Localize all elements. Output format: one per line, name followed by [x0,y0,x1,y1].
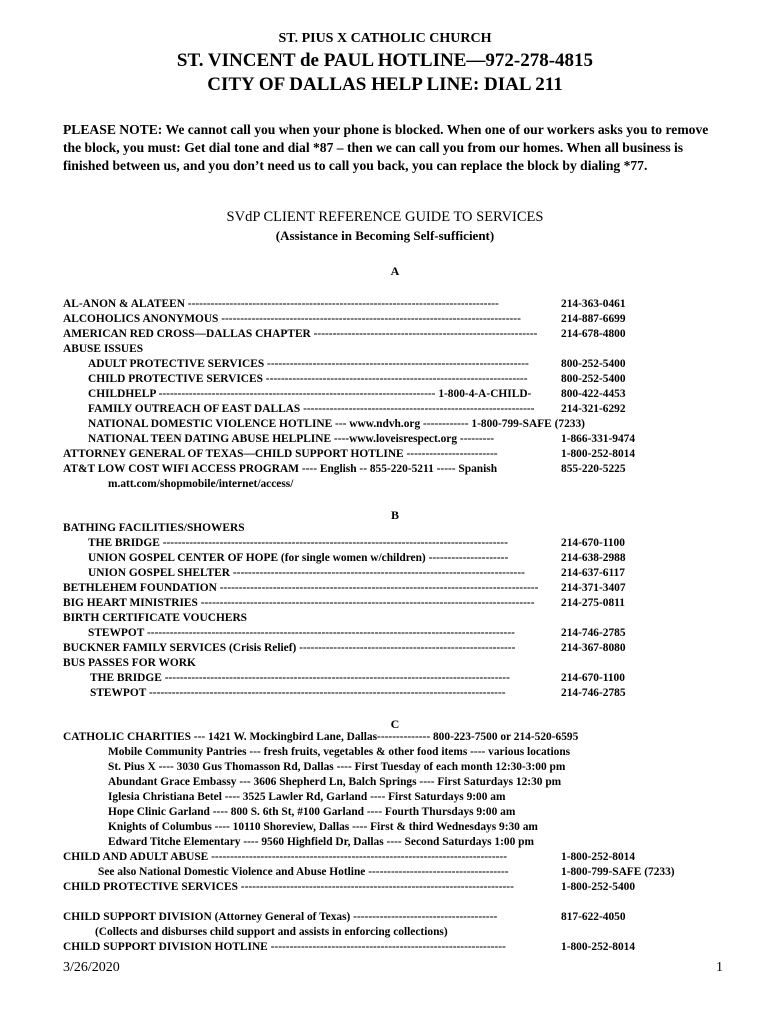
entry-note: (Collects and disburses child support and assists in enforcing collections) [95,926,448,938]
entry-phone: 214-321-6292 [561,403,626,415]
entry-text: BIG HEART MINISTRIES ---------------------------------------------------------------------------------------- [63,597,535,609]
entry-phone: 1-866-331-9474 [561,433,636,445]
entry-text: STEWPOT ------------------------------------------------------------------------------------------------- [88,627,515,639]
entry-phone: 214-678-4800 [561,328,626,340]
entry-phone: 817-622-4050 [561,911,626,923]
entry-text: UNION GOSPEL SHELTER ----------------------------------------------------------------------------- [88,567,525,579]
footer-date: 3/26/2020 [63,960,120,975]
entry-text: THE BRIDGE ------------------------------------------------------------------------------------------- [88,537,508,549]
entry-text: AMERICAN RED CROSS—DALLAS CHAPTER ----------------------------------------------------------- [63,328,538,340]
entry-phone: 1-800-252-8014 [561,941,636,953]
entry-text: CHILD SUPPORT DIVISION (Attorney General of Texas) -------------------------------------- [63,911,498,923]
entry-phone: 214-638-2988 [561,552,626,564]
entry-phone: 214-887-6699 [561,313,626,325]
entry-phone: 800-252-5400 [561,358,626,370]
entry-text: STEWPOT ---------------------------------------------------------------------------------------------- [90,687,506,699]
entry-text: FAMILY OUTREACH OF EAST DALLAS ------------------------------------------------------------- [88,403,535,415]
entry-text: ALCOHOLICS ANONYMOUS ------------------------------------------------------------------------------- [63,313,521,325]
guide-subtitle: (Assistance in Becoming Self-sufficient) [275,228,495,243]
entry-text: NATIONAL TEEN DATING ABUSE HELPLINE ----www.loveisrespect.org --------- [88,433,495,445]
entry-phone: 214-275-0811 [561,597,625,609]
entry-text: See also National Domestic Violence and Abuse Hotline ------------------------------------- [98,866,509,878]
entry-subitem: Edward Titche Elementary ---- 9560 Highfield Dr, Dallas ---- Second Saturdays 1:00 pm [108,836,534,848]
section-letter-a: A [390,264,400,278]
category-heading: BUS PASSES FOR WORK [63,657,196,669]
entry-text: CATHOLIC CHARITIES --- 1421 W. Mockingbird Lane, Dallas-------------- 800-223-7500 or 214-520-6595 [63,731,579,743]
guide-title: SVdP CLIENT REFERENCE GUIDE TO SERVICES [226,209,544,225]
category-heading: BIRTH CERTIFICATE VOUCHERS [63,612,248,624]
dallas-helpline: CITY OF DALLAS HELP LINE: DIAL 211 [207,74,563,95]
entry-phone: 855-220-5225 [561,463,626,475]
entry-text: THE BRIDGE ------------------------------------------------------------------------------------------- [90,672,510,684]
entry-text: NATIONAL DOMESTIC VIOLENCE HOTLINE --- www.ndvh.org ------------ 1-800-799-SAFE (7233) [88,418,585,430]
please-note-paragraph: PLEASE NOTE: We cannot call you when your phone is blocked. When one of our workers asks you to remove the block, you must: Get dial tone and dial *87 – then we can call you from our homes. When all business is finished between us, and you don’t need us to call you back, you can replace the block by dialing *77. [63,122,709,173]
entry-text: AT&T LOW COST WIFI ACCESS PROGRAM ---- English -- 855-220-5211 ----- Spanish [63,463,498,475]
entry-subitem: Hope Clinic Garland ---- 800 S. 6th St, #100 Garland ---- Fourth Thursdays 9:00 am [108,806,516,818]
entry-subitem: Knights of Columbus ---- 10110 Shoreview, Dallas ---- First & third Wednesdays 9:30 am [108,821,538,833]
section-letter-b: B [390,508,399,522]
entry-phone: 214-670-1100 [561,537,625,549]
entry-text: UNION GOSPEL CENTER OF HOPE (for single women w/children) --------------------- [88,552,509,564]
entry-text: CHILDHELP ------------------------------------------------------------------------- 1-800-4-A-CHILD- [88,388,532,400]
entry-phone: 800-422-4453 [561,388,626,400]
entry-subitem: Abundant Grace Embassy --- 3606 Shepherd Ln, Balch Springs ---- First Saturdays 12:30 pm [108,776,562,788]
entry-phone: 214-371-3407 [561,582,626,594]
entry-text: CHILD SUPPORT DIVISION HOTLINE -------------------------------------------------------------- [63,941,506,953]
category-heading: ABUSE ISSUES [63,343,144,355]
entry-phone: 214-363-0461 [561,298,626,310]
entry-text: CHILD AND ADULT ABUSE ------------------------------------------------------------------------------ [63,851,507,863]
entry-phone: 1-800-799-SAFE (7233) [561,866,675,878]
entry-text: CHILD PROTECTIVE SERVICES --------------------------------------------------------------------- [88,373,528,385]
entry-subitem: St. Pius X ---- 3030 Gus Thomasson Rd, Dallas ---- First Tuesday of each month 12:30-3:00 pm [108,761,566,773]
entry-text: BETHLEHEM FOUNDATION ------------------------------------------------------------------------------------ [63,582,539,594]
entry-subitem: Mobile Community Pantries --- fresh fruits, vegetables & other food items ---- various locations [108,746,571,758]
footer-page-number: 1 [716,960,723,975]
entry-phone: 1-800-252-8014 [561,851,636,863]
entry-phone: 214-637-6117 [561,567,625,579]
church-name: ST. PIUS X CATHOLIC CHURCH [278,31,492,46]
entry-text: AL-ANON & ALATEEN ---------------------------------------------------------------------------------- [63,298,499,310]
entry-text: ADULT PROTECTIVE SERVICES --------------------------------------------------------------------- [88,358,529,370]
entry-phone: 214-746-2785 [561,687,626,699]
entry-text: ATTORNEY GENERAL OF TEXAS—CHILD SUPPORT HOTLINE ------------------------ [63,448,498,460]
category-heading: BATHING FACILITIES/SHOWERS [63,522,245,534]
entry-subitem: Iglesia Christiana Betel ---- 3525 Lawler Rd, Garland ---- First Saturdays 9:00 am [108,791,506,803]
entry-text: CHILD PROTECTIVE SERVICES ------------------------------------------------------------------------ [63,881,514,893]
svdp-hotline: ST. VINCENT de PAUL HOTLINE—972-278-4815 [176,50,594,71]
entry-text: BUCKNER FAMILY SERVICES (Crisis Relief) --------------------------------------------------------- [63,642,516,654]
entry-url: m.att.com/shopmobile/internet/access/ [108,478,294,490]
entry-phone: 214-670-1100 [561,672,625,684]
entry-phone: 214-746-2785 [561,627,626,639]
entry-phone: 1-800-252-5400 [561,881,636,893]
section-letter-c: C [390,717,400,731]
entry-phone: 800-252-5400 [561,373,626,385]
entry-phone: 214-367-8080 [561,642,626,654]
entry-phone: 1-800-252-8014 [561,448,636,460]
